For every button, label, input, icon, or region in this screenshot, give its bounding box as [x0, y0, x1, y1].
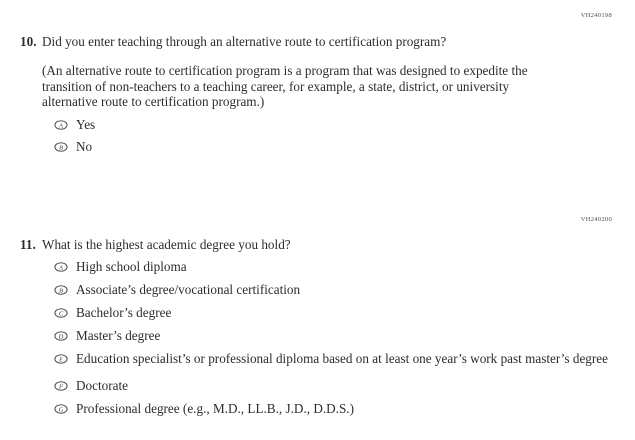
- option-label: High school diploma: [76, 259, 187, 274]
- option-bubble-icon[interactable]: [54, 354, 68, 364]
- question-number: 10.: [20, 34, 37, 49]
- option-label: Doctorate: [76, 377, 128, 393]
- svg-text:C: C: [58, 310, 64, 318]
- svg-text:A: A: [59, 264, 63, 272]
- option-label: No: [76, 139, 93, 154]
- answer-option-education-specialist[interactable]: [54, 352, 629, 367]
- answer-option-list: [54, 260, 629, 425]
- svg-text:E: E: [59, 356, 63, 364]
- answer-option-masters[interactable]: [54, 329, 629, 344]
- option-label: Yes: [76, 117, 96, 132]
- option-bubble-icon[interactable]: [54, 308, 68, 318]
- svg-text:B: B: [59, 144, 63, 152]
- option-bubble-icon[interactable]: [54, 262, 68, 272]
- answer-option-high-school[interactable]: [54, 260, 629, 275]
- question-accession-code: VH240200: [580, 216, 612, 223]
- option-bubble-icon[interactable]: [54, 285, 68, 295]
- answer-option-doctorate[interactable]: [54, 379, 629, 394]
- option-label: Professional degree (e.g., M.D., LL.B., J.D., D.D.S.): [76, 400, 354, 416]
- option-bubble-icon[interactable]: [54, 142, 68, 152]
- svg-text:G: G: [58, 405, 64, 413]
- answer-option-associates[interactable]: [54, 283, 629, 298]
- svg-text:D: D: [58, 333, 64, 341]
- answer-option-yes[interactable]: [54, 118, 95, 133]
- option-label: Associate’s degree/vocational certification: [76, 282, 301, 297]
- option-bubble-icon[interactable]: [54, 331, 68, 341]
- question-number: 11.: [20, 237, 36, 252]
- answer-option-bachelors[interactable]: [54, 306, 629, 321]
- question-text: What is the highest academic degree you hold?: [42, 237, 291, 252]
- option-bubble-icon[interactable]: [54, 404, 68, 414]
- svg-text:F: F: [59, 382, 63, 390]
- option-label: Master’s degree: [76, 328, 161, 343]
- svg-text:B: B: [59, 287, 63, 295]
- question-accession-code: VH240198: [580, 12, 612, 19]
- svg-text:A: A: [59, 122, 63, 130]
- option-bubble-icon[interactable]: [54, 381, 68, 391]
- option-label: Bachelor’s degree: [76, 305, 172, 320]
- question-text: Did you enter teaching through an alternative route to certification program?: [42, 34, 447, 49]
- question-note: (An alternative route to certification program is a program that was designed to expedite the transition of non-teachers to a teaching career, for example, a state, district, or university alternative route to certification program.): [42, 63, 528, 109]
- option-bubble-icon[interactable]: [54, 120, 68, 130]
- answer-option-no[interactable]: [54, 140, 92, 155]
- answer-option-professional-degree[interactable]: [54, 402, 629, 417]
- option-label: Education specialist’s or professional diploma based on at least one year’s work past master’s degree: [76, 351, 608, 366]
